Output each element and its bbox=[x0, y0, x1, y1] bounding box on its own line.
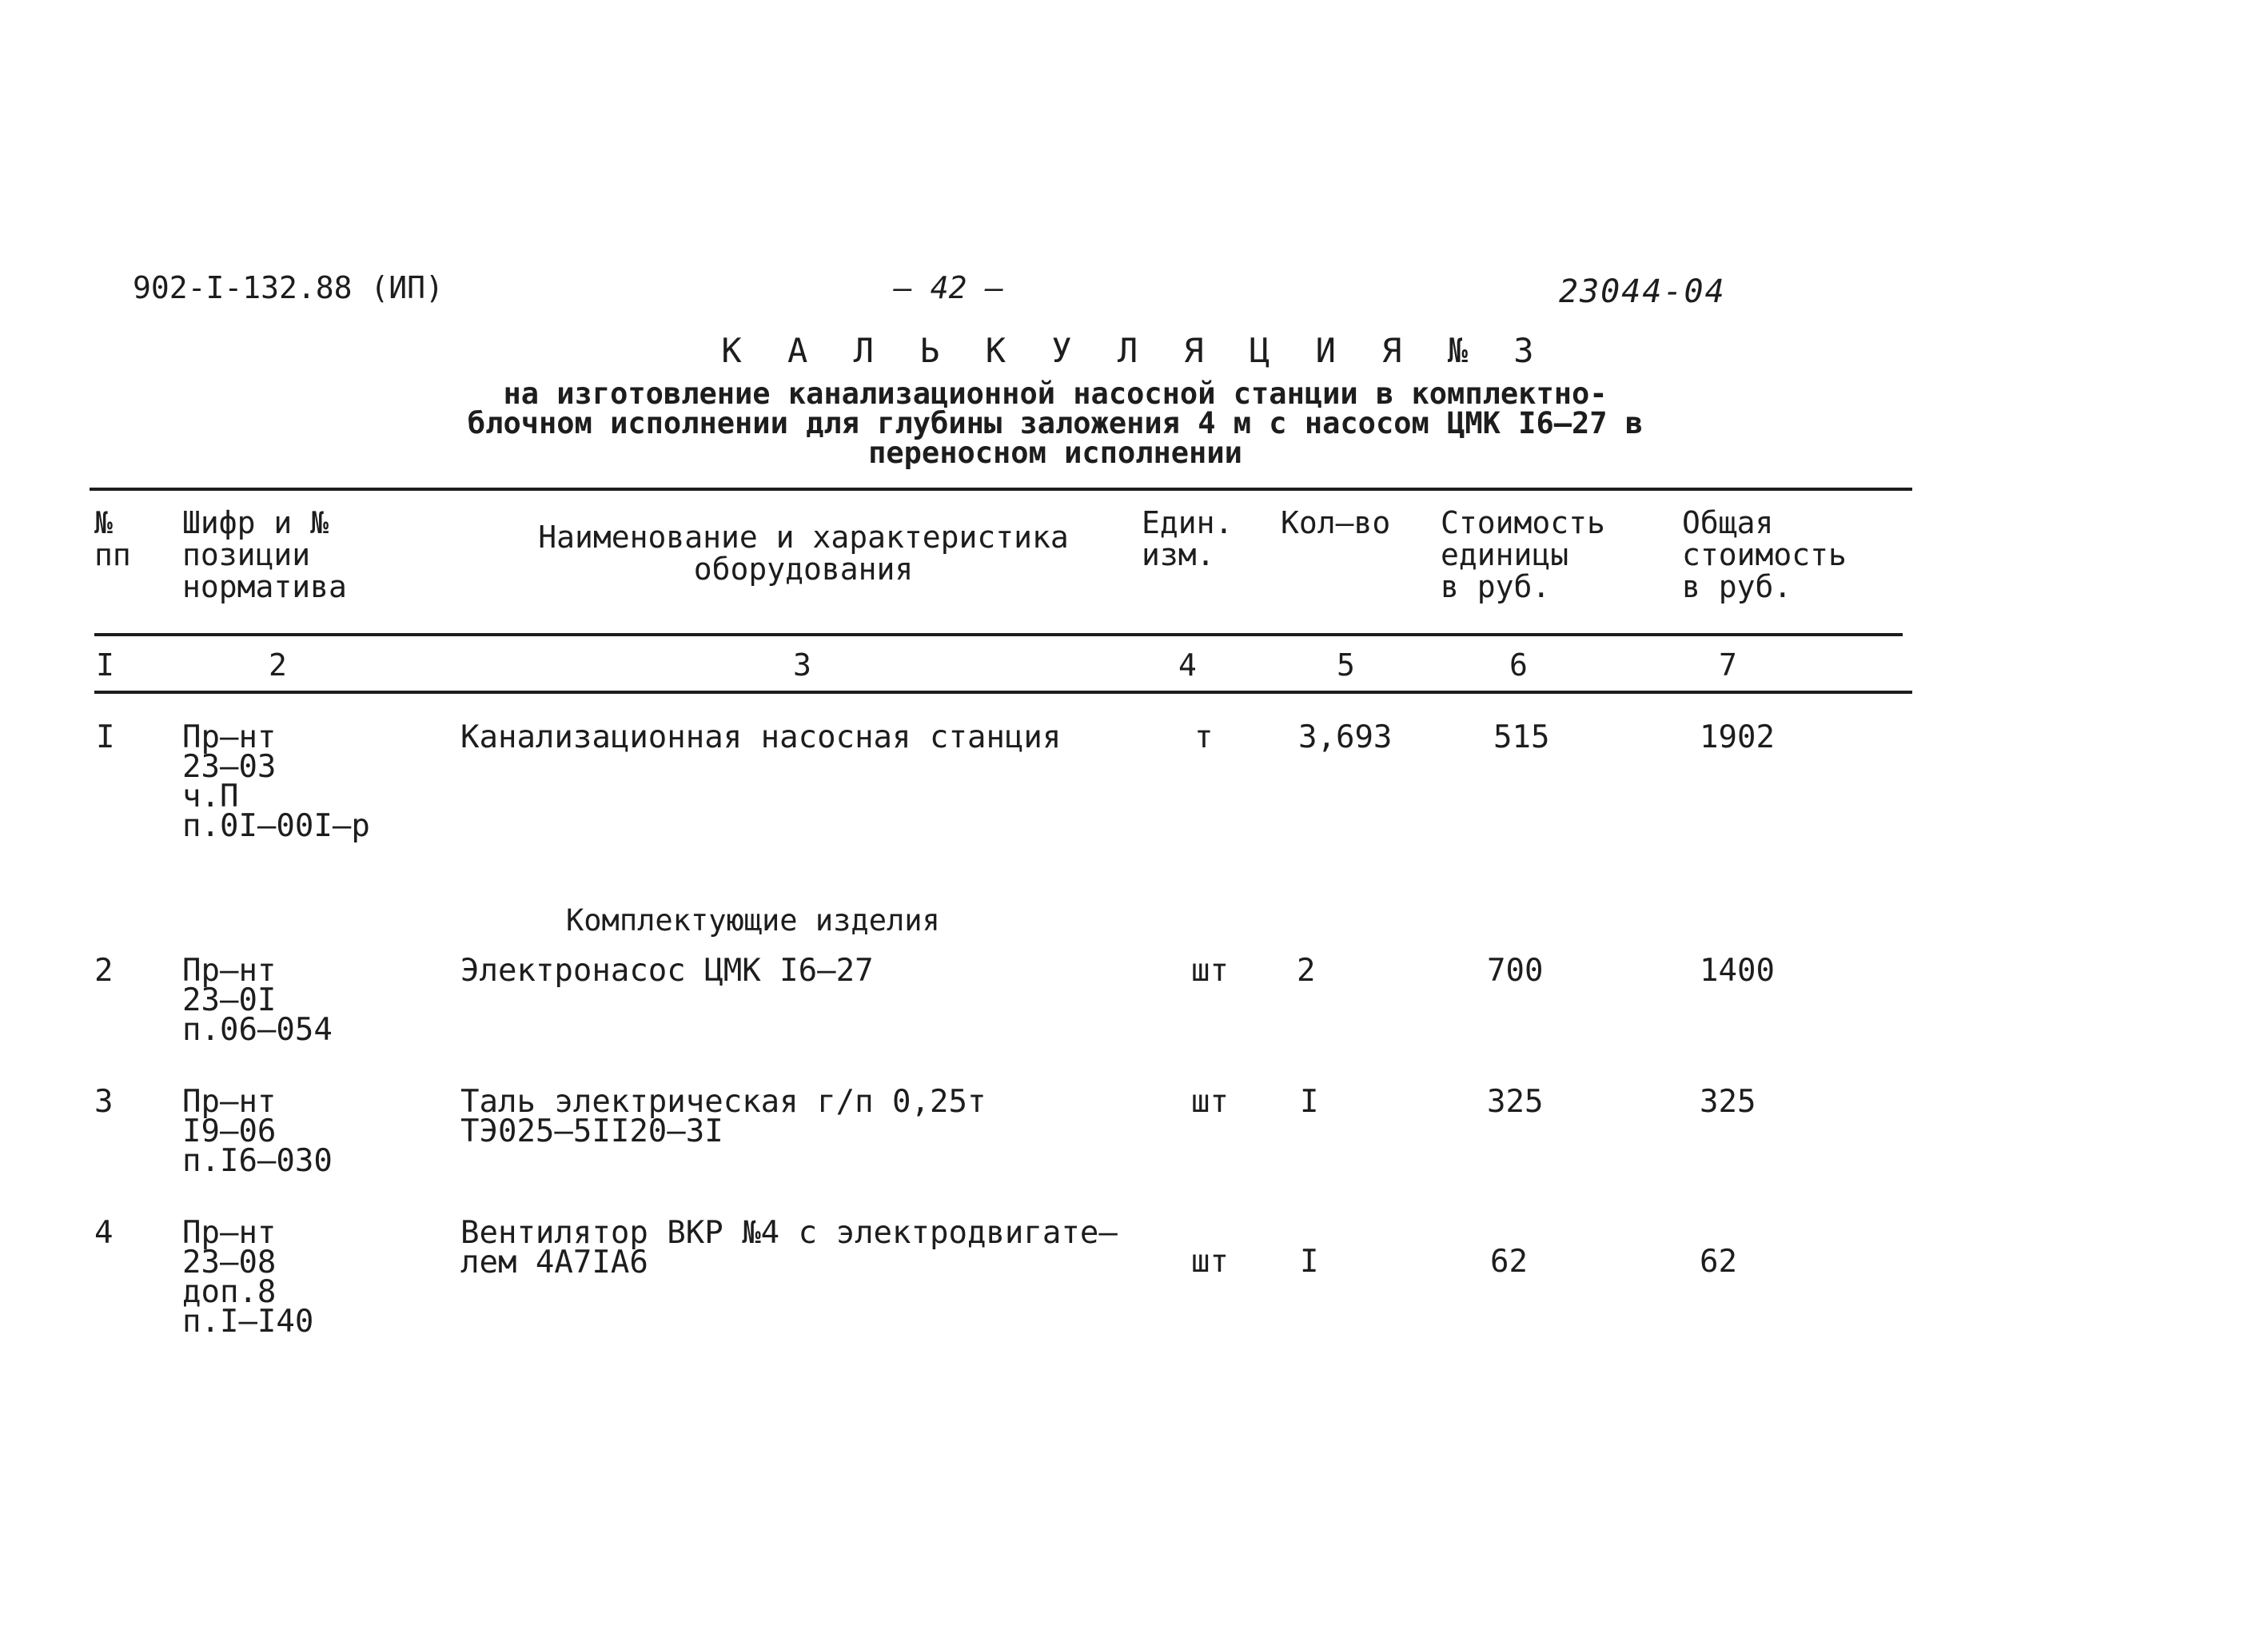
column-header-code: Шифр и № позиции норматива bbox=[182, 505, 347, 604]
header-bottom-rule bbox=[94, 633, 1903, 636]
column-number-6: 6 bbox=[1509, 647, 1528, 683]
document-title: К А Л Ь К У Л Я Ц И Я № 3 bbox=[721, 331, 1547, 370]
norm-code: Пр–нт I9–06 п.I6–030 bbox=[182, 1084, 333, 1179]
quantity: 2 bbox=[1297, 953, 1316, 989]
quantity: 3,693 bbox=[1298, 719, 1393, 755]
row-number: 2 bbox=[94, 953, 114, 989]
total-cost: 62 bbox=[1700, 1244, 1737, 1280]
column-numbers-rule bbox=[94, 691, 1912, 694]
table-top-rule bbox=[90, 488, 1912, 491]
column-number-7: 7 bbox=[1719, 647, 1737, 683]
document-subtitle: на изготовление канализационной насосной станции в комплектно-блочном исполнении для глубины заложения 4 м с насосом ЦМК I6–27 в переносном исполнении bbox=[467, 376, 1644, 470]
registration-number: 23044-04 bbox=[1559, 273, 1726, 310]
column-header-name: Наименование и характеристика оборудования bbox=[538, 520, 1069, 587]
unit: шт bbox=[1191, 1244, 1229, 1280]
column-header-qty: Кол–во bbox=[1281, 505, 1391, 540]
column-number-4: 4 bbox=[1178, 647, 1197, 683]
unit-cost: 515 bbox=[1493, 719, 1550, 755]
norm-code: Пр–нт 23–08 доп.8 п.I–I40 bbox=[182, 1215, 314, 1340]
column-header-no: № пп bbox=[94, 505, 131, 572]
equipment-name: Таль электрическая г/п 0,25т ТЭ025–5II20–3I bbox=[460, 1084, 987, 1149]
column-header-unit: Един. изм. bbox=[1142, 505, 1234, 572]
column-number-3: 3 bbox=[793, 647, 811, 683]
column-header-total: Общая стоимость в руб. bbox=[1682, 505, 1847, 604]
total-cost: 1400 bbox=[1700, 953, 1775, 989]
equipment-name: Электронасос ЦМК I6–27 bbox=[460, 953, 874, 989]
document-code: 902-I-132.88 (ИП) bbox=[133, 270, 444, 305]
total-cost: 1902 bbox=[1700, 719, 1775, 755]
norm-code: Пр–нт 23–03 ч.П п.0I–00I–р bbox=[182, 719, 370, 844]
norm-code: Пр–нт 23–0I п.06–054 bbox=[182, 953, 333, 1048]
quantity: I bbox=[1300, 1244, 1319, 1280]
unit: т bbox=[1194, 719, 1214, 755]
equipment-name: Канализационная насосная станция bbox=[460, 719, 1062, 755]
unit: шт bbox=[1191, 953, 1229, 989]
unit-cost: 62 bbox=[1490, 1244, 1528, 1280]
column-header-unit-cost: Стоимость единицы в руб. bbox=[1441, 505, 1605, 604]
row-number: 4 bbox=[94, 1215, 114, 1251]
column-number-5: 5 bbox=[1337, 647, 1355, 683]
section-heading: Комплектующие изделия bbox=[566, 903, 940, 938]
equipment-name: Вентилятор ВКР №4 с электродвигате– лем 4А7IА6 bbox=[460, 1215, 1118, 1281]
total-cost: 325 bbox=[1700, 1084, 1756, 1120]
row-number: 3 bbox=[94, 1084, 114, 1120]
unit-cost: 700 bbox=[1487, 953, 1544, 989]
row-number: I bbox=[96, 719, 115, 755]
unit: шт bbox=[1191, 1084, 1229, 1120]
page-number: – 42 – bbox=[894, 270, 1004, 305]
column-number-1: I bbox=[96, 647, 114, 683]
column-number-2: 2 bbox=[269, 647, 287, 683]
unit-cost: 325 bbox=[1487, 1084, 1544, 1120]
quantity: I bbox=[1300, 1084, 1319, 1120]
